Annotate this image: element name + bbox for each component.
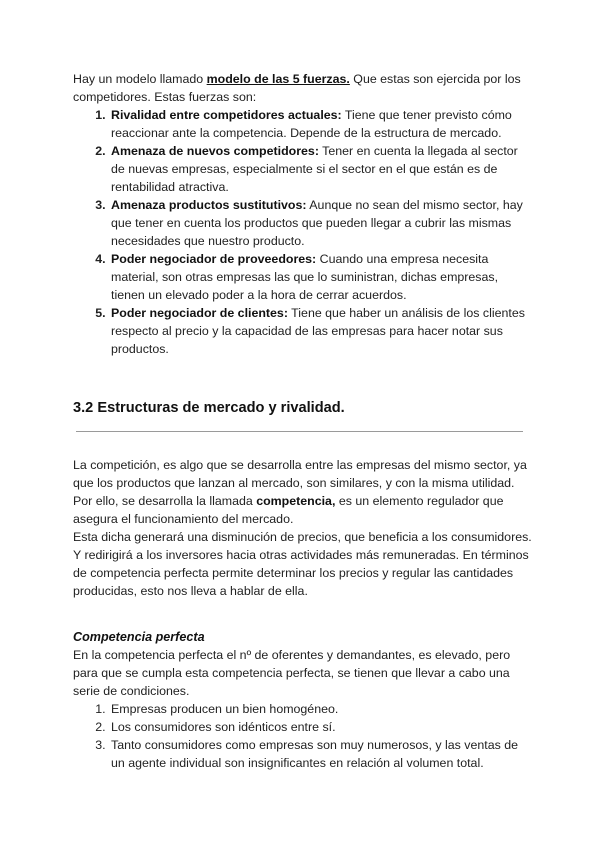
section-paragraph-1: La competición, es algo que se desarrolla entre las empresas del mismo sector, ya que los productos que lanzan al mercado, son similares, y con la misma utilidad. xyxy=(73,458,527,490)
intro-text: Hay un modelo llamado xyxy=(73,72,207,86)
force-term: Poder negociador de proveedores: xyxy=(111,252,317,266)
force-text: Tiene que tener previsto cómo reaccionar ante la competencia. Depende de la estructura de mercado. xyxy=(111,108,512,140)
force-term: Amenaza de nuevos competidores: xyxy=(111,144,319,158)
force-term: Amenaza productos sustitutivos: xyxy=(111,198,307,212)
force-text: Tiene que haber un análisis de los clientes respecto al precio y la capacidad de las empresas para hacer notar sus productos. xyxy=(111,306,525,356)
model-name: modelo de las 5 fuerzas. xyxy=(206,72,350,86)
force-text: Cuando una empresa necesita material, son otras empresas las que lo suministran, dichas empresas, tienen un elevado poder a la hora de cerrar acuerdos. xyxy=(111,252,499,302)
list-item xyxy=(109,196,533,250)
force-text: Tener en cuenta la llegada al sector de nuevas empresas, especialmente si el sector en el que están es de rentabilidad atractiva. xyxy=(111,144,518,194)
conditions-list xyxy=(73,700,533,772)
p2-text: Por ello, se desarrolla la llamada xyxy=(73,494,257,508)
forces-list xyxy=(73,106,533,358)
list-item xyxy=(109,304,533,358)
section-body xyxy=(73,456,533,600)
list-item: 2. Los consumidores son idénticos entre sí. xyxy=(109,718,533,736)
list-item: 1. Empresas producen un bien homogéneo. xyxy=(109,700,533,718)
section-paragraph-2 xyxy=(73,492,533,528)
list-item xyxy=(109,250,533,304)
intro-text-end: Que estas son ejercida por los competidores. Estas fuerzas son: xyxy=(73,72,521,104)
forces-block xyxy=(73,70,533,358)
heading-divider xyxy=(76,431,523,432)
perfect-competition-block xyxy=(73,628,533,772)
list-item: 3. Tanto consumidores como empresas son muy numerosos, y las ventas de un agente individual son insignificantes en relación al volumen total. xyxy=(109,736,533,772)
p2-text-end: es un elemento regulador que asegura el funcionamiento del mercado. xyxy=(73,494,504,526)
perfect-intro: En la competencia perfecta el nº de oferentes y demandantes, es elevado, pero para que se cumpla esta competencia perfecta, se tienen que llevar a cabo una serie de condiciones. xyxy=(73,648,511,698)
list-item xyxy=(109,142,533,196)
list-item xyxy=(109,106,533,142)
force-term: Poder negociador de clientes: xyxy=(111,306,288,320)
subsection-title: Competencia perfecta xyxy=(73,630,205,644)
intro-paragraph xyxy=(73,70,533,106)
force-term: Rivalidad entre competidores actuales: xyxy=(111,108,342,122)
competencia-term: competencia, xyxy=(256,494,336,508)
section-paragraph-3: Esta dicha generará una disminución de precios, que beneficia a los consumidores. Y redirigirá a los inversores hacia otras actividades más remuneradas. En términos de competencia perfecta permite determinar los precios y regular las cantidades producidas, esto nos lleva a hablar de ella. xyxy=(73,530,532,598)
section-heading: 3.2 Estructuras de mercado y rivalidad. xyxy=(73,400,345,416)
force-text: Aunque no sean del mismo sector, hay que tener en cuenta los productos que pueden llegar a cubrir las mismas necesidades que nuestro producto. xyxy=(111,198,523,248)
